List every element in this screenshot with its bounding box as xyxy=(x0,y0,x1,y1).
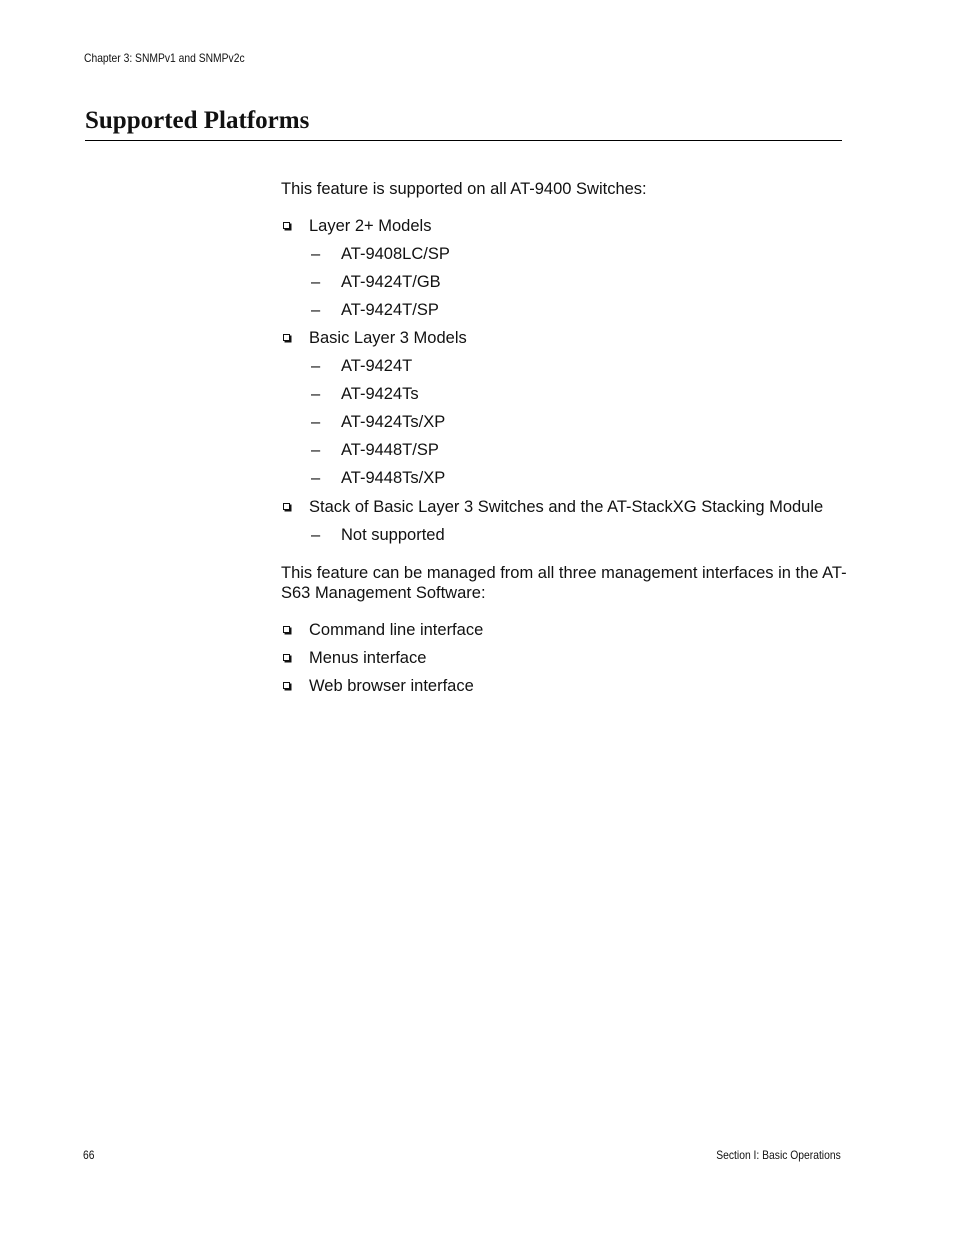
intro-paragraph: This feature is supported on all AT-9400 Switches: xyxy=(281,180,647,198)
checkbox-bullet-icon xyxy=(283,503,290,510)
checkbox-bullet-icon xyxy=(283,222,290,229)
model-label: AT-9424Ts/XP xyxy=(341,413,446,431)
section-title: Supported Platforms xyxy=(85,107,310,134)
model-label: AT-9448T/SP xyxy=(341,441,439,459)
dash-bullet-icon: – xyxy=(311,301,321,319)
running-header: Chapter 3: SNMPv1 and SNMPv2c xyxy=(84,51,245,65)
platform-group-label: Basic Layer 3 Models xyxy=(309,329,467,347)
platform-group-label: Layer 2+ Models xyxy=(309,217,432,235)
model-label: AT-9424Ts xyxy=(341,385,419,403)
model-label: AT-9424T/SP xyxy=(341,301,439,319)
management-paragraph: This feature can be managed from all three management interfaces in the AT-S63 Management Software: xyxy=(281,564,847,602)
checkbox-bullet-icon xyxy=(283,334,290,341)
checkbox-bullet-icon xyxy=(283,682,290,689)
model-label: Not supported xyxy=(341,526,445,544)
dash-bullet-icon: – xyxy=(311,413,321,431)
dash-bullet-icon: – xyxy=(311,245,321,263)
dash-bullet-icon: – xyxy=(311,385,321,403)
model-label: AT-9424T xyxy=(341,357,413,375)
checkbox-bullet-icon xyxy=(283,626,290,633)
title-rule xyxy=(85,140,842,141)
dash-bullet-icon: – xyxy=(311,357,321,375)
platform-group-label: Stack of Basic Layer 3 Switches and the AT-StackXG Stacking Module xyxy=(309,498,824,516)
dash-bullet-icon: – xyxy=(311,273,321,291)
checkbox-bullet-icon xyxy=(283,654,290,661)
interface-label: Command line interface xyxy=(309,621,484,639)
page-number: 66 xyxy=(83,1148,95,1162)
dash-bullet-icon: – xyxy=(311,526,321,544)
dash-bullet-icon: – xyxy=(311,469,321,487)
model-label: AT-9424T/GB xyxy=(341,273,441,291)
interface-label: Web browser interface xyxy=(309,677,474,695)
model-label: AT-9448Ts/XP xyxy=(341,469,446,487)
interface-label: Menus interface xyxy=(309,649,427,667)
dash-bullet-icon: – xyxy=(311,441,321,459)
model-label: AT-9408LC/SP xyxy=(341,245,450,263)
footer-section: Section I: Basic Operations xyxy=(716,1148,841,1162)
